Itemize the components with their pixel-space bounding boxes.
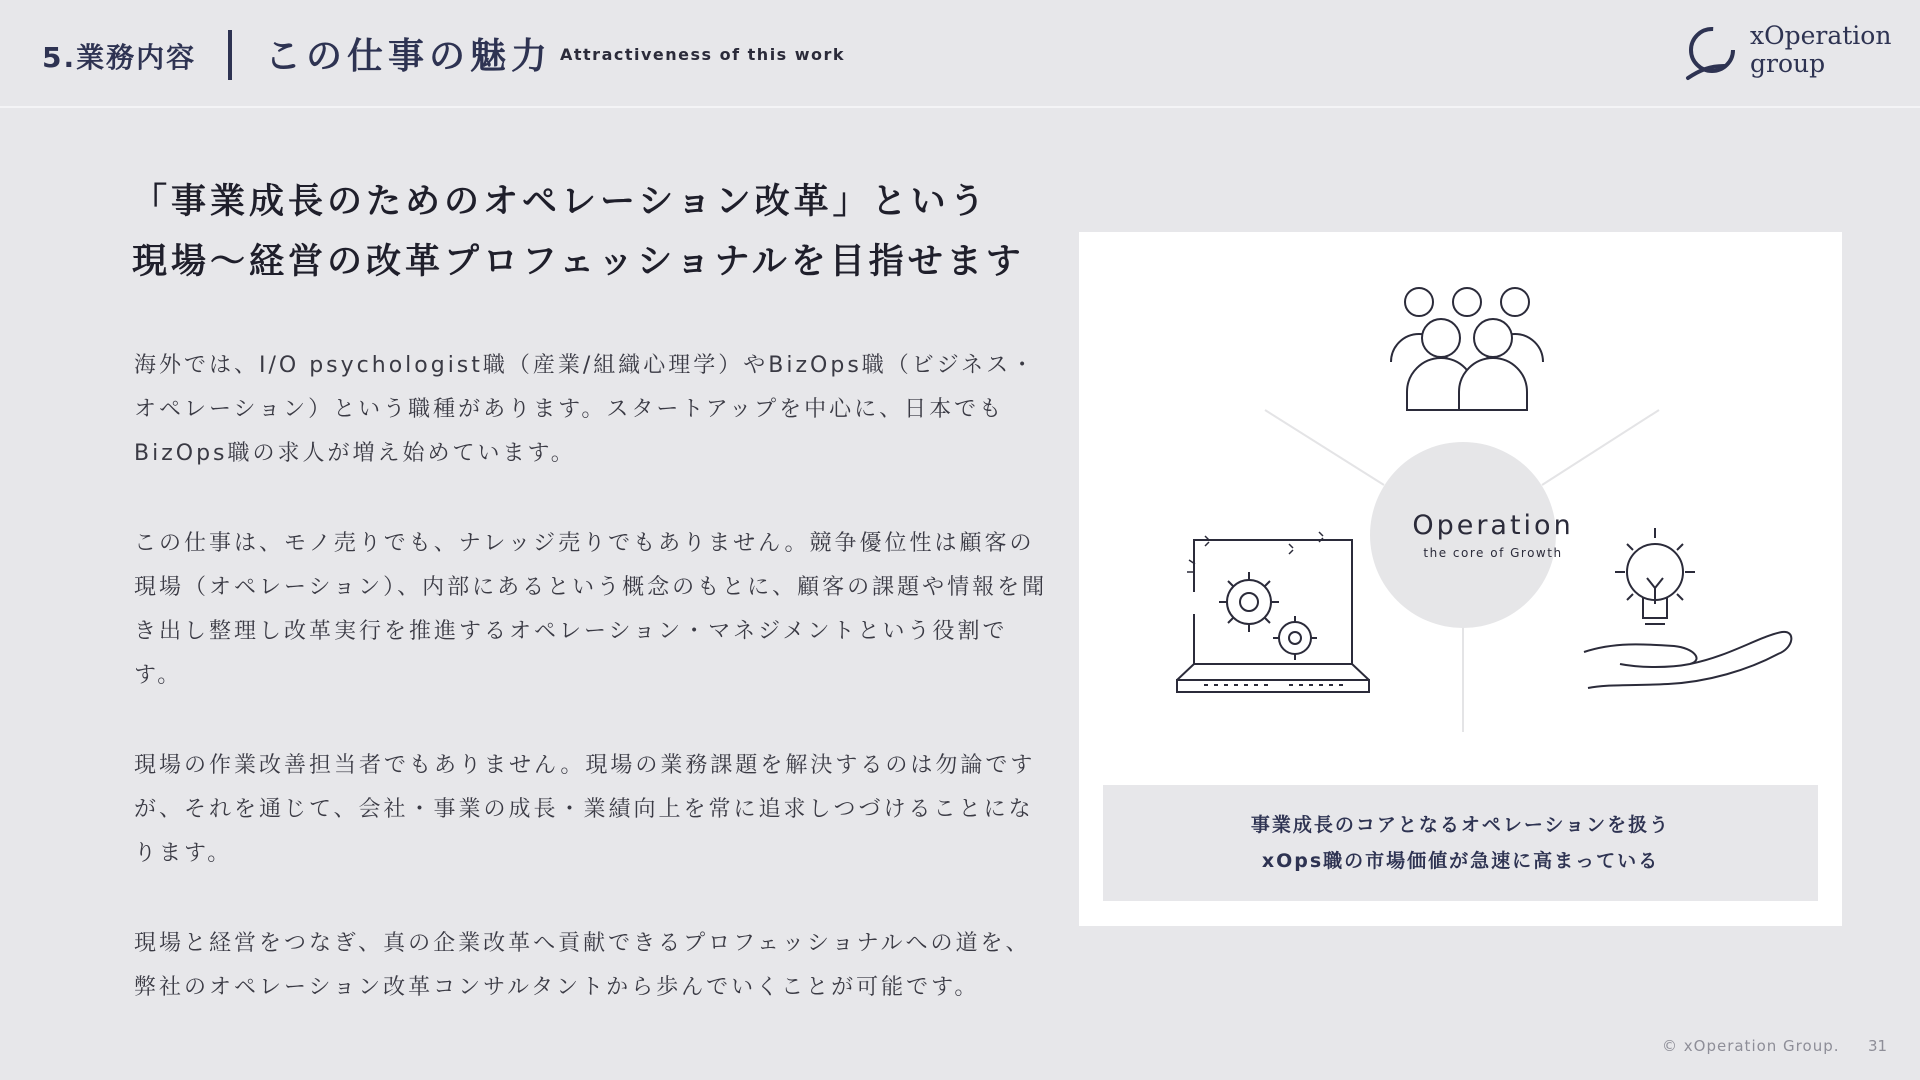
company-logo: [1680, 21, 1892, 82]
center-title: Operation: [1412, 510, 1574, 541]
lightbulb-hand-icon: [1584, 528, 1791, 688]
headline-line2: 現場〜経営の改革プロフェッショナルを目指せます: [132, 242, 1025, 282]
body-paragraph: 現場と経営をつなぎ、真の企業改革へ貢献できるプロフェッショナルへの道を、弊社のオペレーション改革コンサルタントから歩んでいくことが可能です。: [134, 931, 1031, 1000]
body-paragraph: 現場の作業改善担当者でもありません。現場の業務課題を解決するのは勿論ですが、それを通じて、会社・事業の成長・業績向上を常に追求しつづけることになります。: [134, 753, 1036, 866]
people-group-icon: [1391, 288, 1543, 410]
headline-line1: 「事業成長のためのオペレーション改革」という: [132, 182, 989, 222]
body-paragraph: この仕事は、モノ売りでも、ナレッジ売りでもありません。競争優位性は顧客の現場（オペレーション）、内部にあるという概念のもとに、顧客の課題や情報を聞き出し整理し改革実行を推進するオペレーション・マネジメントという役割です。: [134, 531, 1048, 688]
footer-copyright: © xOperation Group.: [1662, 1037, 1840, 1055]
caption-line2: xOps職の市場価値が急速に高まっている: [1261, 850, 1660, 872]
section-label: 5.業務内容: [42, 41, 197, 74]
header: [0, 0, 1920, 108]
center-subtitle: the core of Growth: [1423, 546, 1563, 560]
page-title: この仕事の魅力: [265, 36, 553, 77]
body-paragraph: 海外では、I/O psychologist職（産業/組織心理学）やBizOps職（ビジネス・オペレーション）という職種があります。スタートアップを中心に、日本でもBizOps職の求人が増え始めています。: [134, 353, 1037, 466]
diagram-panel: [1079, 232, 1842, 926]
caption-line1: 事業成長のコアとなるオペレーションを扱う: [1250, 814, 1671, 836]
laptop-gears-icon: [1177, 532, 1369, 692]
page-number: 31: [1868, 1037, 1888, 1055]
headline: [132, 172, 1052, 292]
header-divider: [228, 30, 232, 80]
logo-text: [1750, 22, 1891, 78]
diagram-caption: [1103, 785, 1818, 901]
logo-mark-icon: [1680, 22, 1744, 82]
logo-text-line2: group: [1750, 49, 1826, 78]
logo-text-line1: xOperation: [1750, 21, 1892, 50]
body-text: [134, 344, 1054, 1056]
page-subtitle: Attractiveness of this work: [560, 45, 846, 64]
